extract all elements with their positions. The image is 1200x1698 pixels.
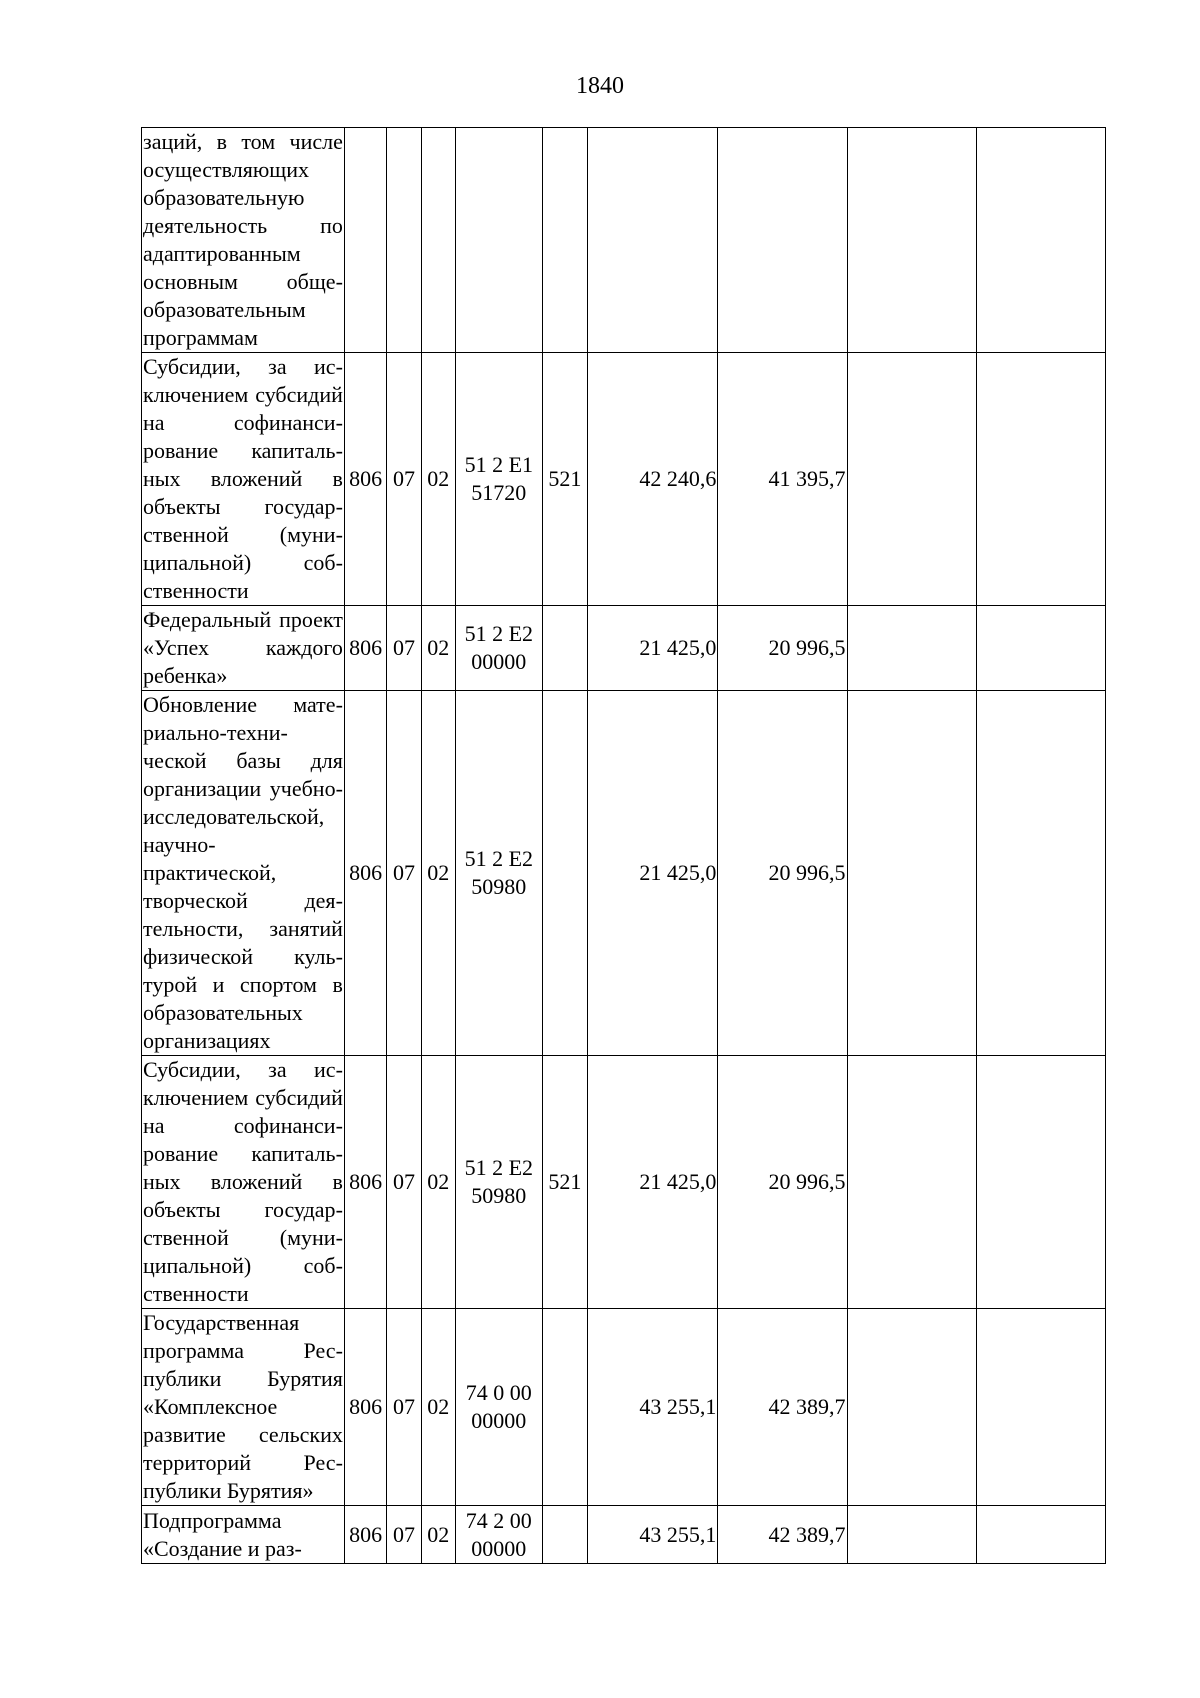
row-csr-line2: 00000 [471,649,527,674]
row-sum2-cell: 20 996,5 [718,1056,847,1309]
row-col8-cell [847,1309,976,1506]
row-name-cell: Подпрограмма «Создание и раз- [142,1506,345,1564]
row-rz-cell: 07 [387,353,421,606]
row-vr-cell [542,1506,587,1564]
row-gr-cell: 806 [344,1056,386,1309]
row-col8-cell [847,691,976,1056]
row-name-cell: заций, в том числе осуществляющих образовательную деятельность по адаптированным основным общеобразовательным программам [142,128,345,353]
row-csr-line1: 51 2 E1 [464,452,534,477]
row-name-cell: Федеральный проект «Успех каждого ребенка» [142,606,345,691]
row-sum1-cell: 42 240,6 [588,353,718,606]
row-gr-cell [344,128,386,353]
row-csr-line2: 00000 [471,1535,527,1561]
row-csr-line1: 74 2 00 [465,1507,532,1533]
table-row [142,691,1106,1056]
row-pr-cell: 02 [421,1506,455,1564]
row-col9-cell [976,691,1105,1056]
row-rz-cell: 07 [387,1309,421,1506]
row-sum2-cell [718,128,847,353]
row-sum1-cell [588,128,718,353]
row-col8-cell [847,128,976,353]
table-row [142,128,1106,353]
table-row [142,353,1106,606]
row-col9-cell [976,1506,1105,1564]
row-col9-cell [976,353,1105,606]
row-sum2-cell: 20 996,5 [718,691,847,1056]
row-col8-cell [847,606,976,691]
table-row [142,1309,1106,1506]
row-csr-line2: 50980 [471,874,527,899]
row-csr-line1: 51 2 E2 [464,621,534,646]
row-vr-cell [542,691,587,1056]
table-row [142,1506,1106,1564]
row-sum1-cell: 43 255,1 [588,1506,718,1564]
row-col9-cell [976,606,1105,691]
row-rz-cell: 07 [387,691,421,1056]
row-csr-cell [455,1056,542,1309]
row-csr-cell [455,1309,542,1506]
row-vr-cell: 521 [542,1056,587,1309]
row-gr-cell: 806 [344,353,386,606]
row-col9-cell [976,128,1105,353]
row-csr-line1: 51 2 E2 [464,846,534,871]
row-sum2-cell: 20 996,5 [718,606,847,691]
row-rz-cell: 07 [387,1056,421,1309]
row-vr-cell: 521 [542,353,587,606]
row-csr-line2: 00000 [471,1408,527,1433]
row-rz-cell: 07 [387,1506,421,1564]
row-pr-cell: 02 [421,606,455,691]
row-sum1-cell: 21 425,0 [588,691,718,1056]
row-csr-line1: 51 2 E2 [464,1155,534,1180]
row-vr-cell [542,128,587,353]
row-col8-cell [847,1056,976,1309]
row-name-cell: Субсидии, за исключением субсидий на софинансирование капитальных вложений в объекты государственной (муниципальной) собственности [142,353,345,606]
row-gr-cell: 806 [344,606,386,691]
row-rz-cell: 07 [387,606,421,691]
row-csr-cell [455,606,542,691]
row-pr-cell: 02 [421,691,455,1056]
row-col9-cell [976,1056,1105,1309]
row-csr-line1: 74 0 00 [465,1380,532,1405]
row-gr-cell: 806 [344,691,386,1056]
table-body [142,128,1106,1564]
table-row [142,1056,1106,1309]
row-col8-cell [847,353,976,606]
row-sum1-cell: 43 255,1 [588,1309,718,1506]
row-csr-cell [455,128,542,353]
row-sum2-cell: 42 389,7 [718,1506,847,1564]
row-rz-cell [387,128,421,353]
row-gr-cell: 806 [344,1309,386,1506]
row-pr-cell: 02 [421,353,455,606]
row-col8-cell [847,1506,976,1564]
row-csr-cell [455,353,542,606]
row-name-cell: Субсидии, за исключением субсидий на софинансирование капитальных вложений в объекты государственной (муниципальной) собственности [142,1056,345,1309]
row-pr-cell: 02 [421,1309,455,1506]
row-pr-cell [421,128,455,353]
row-sum1-cell: 21 425,0 [588,1056,718,1309]
row-vr-cell [542,606,587,691]
row-gr-cell: 806 [344,1506,386,1564]
row-vr-cell [542,1309,587,1506]
row-csr-line2: 51720 [471,480,527,505]
row-sum1-cell: 21 425,0 [588,606,718,691]
row-name-cell: Обновление материально-технической базы для организации учебно-исследовательской, научно-практической, творческой деятельности, занятий физической культурой и спортом в образовательных организациях [142,691,345,1056]
row-csr-cell [455,1506,542,1564]
page-number: 1840 [576,73,624,99]
row-csr-line2: 50980 [471,1183,527,1208]
row-sum2-cell: 42 389,7 [718,1309,847,1506]
table-row [142,606,1106,691]
row-csr-cell [455,691,542,1056]
row-col9-cell [976,1309,1105,1506]
budget-table [141,127,1106,1564]
row-name-cell: Государственная программа Республики Бурятия «Комплексное развитие сельских территорий Республики Бурятия» [142,1309,345,1506]
row-sum2-cell: 41 395,7 [718,353,847,606]
row-pr-cell: 02 [421,1056,455,1309]
